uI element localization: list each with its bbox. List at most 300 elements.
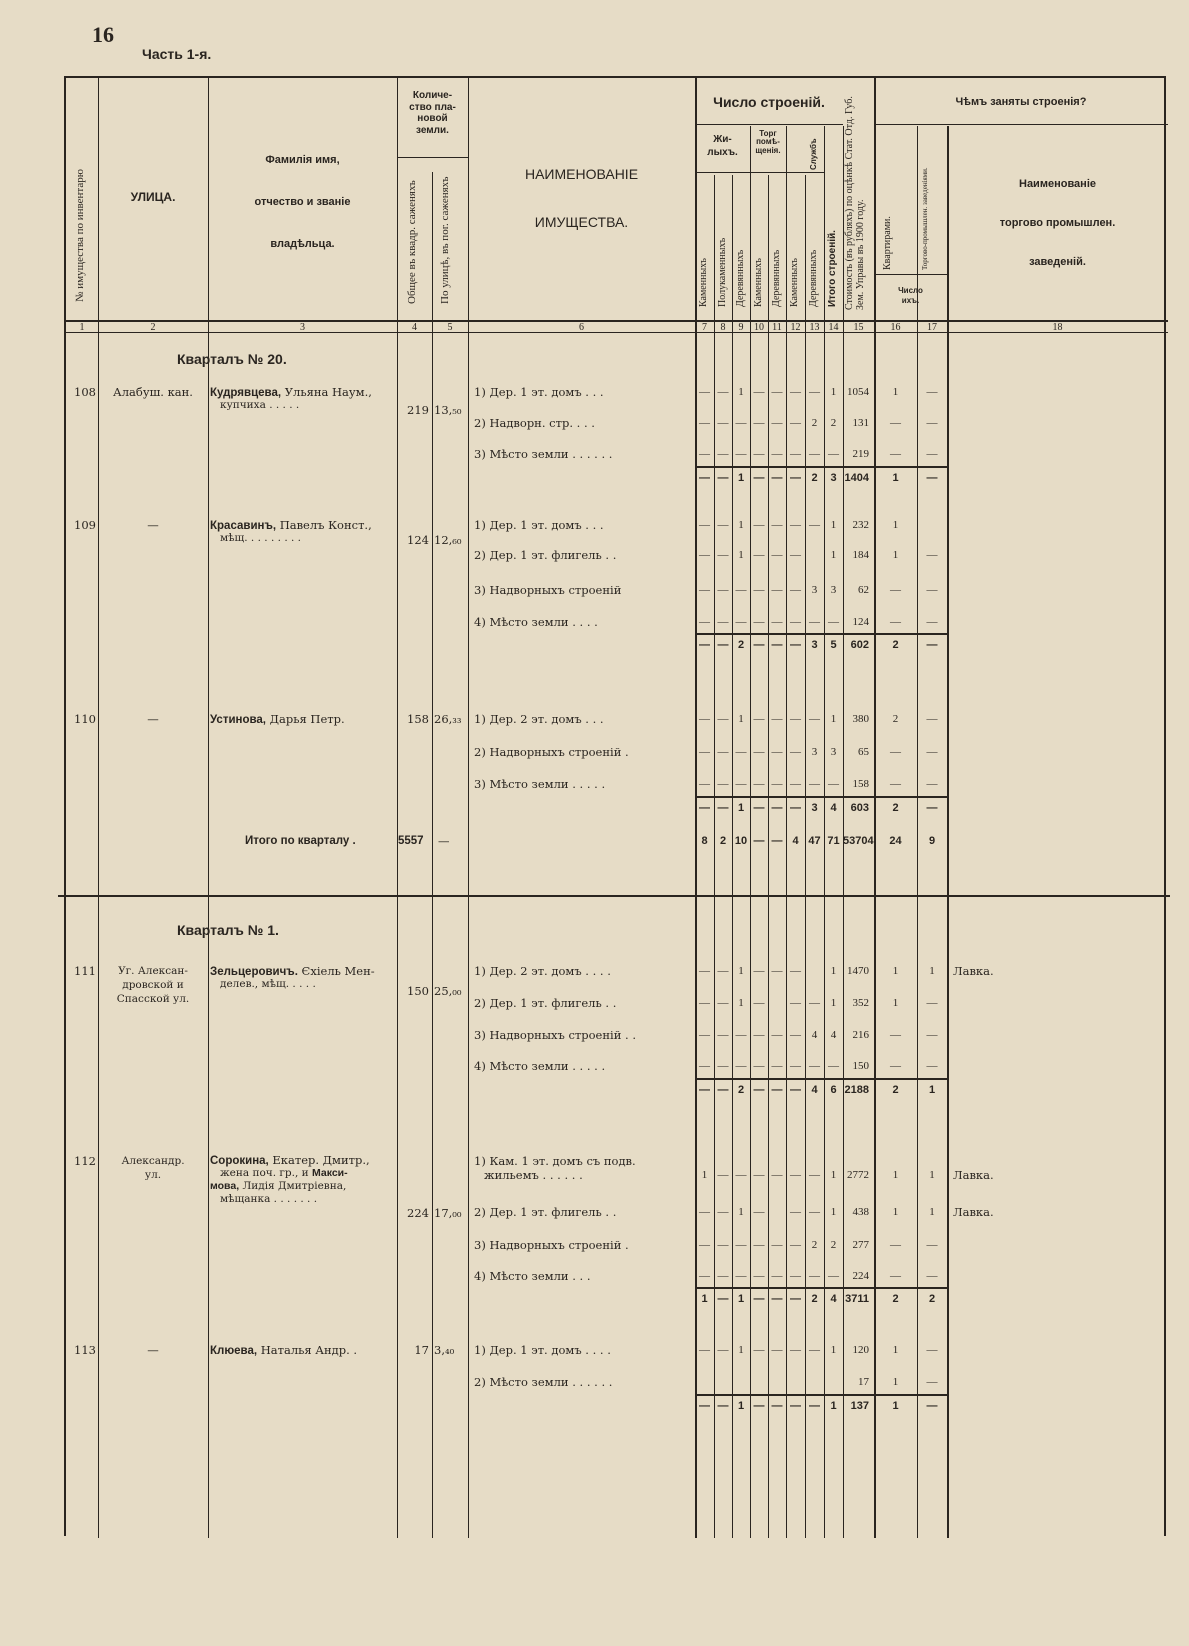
building-count: —	[753, 549, 765, 561]
building-count: —	[828, 448, 839, 460]
subtotal-count: —	[790, 1084, 801, 1096]
column-number: 5	[447, 322, 453, 333]
building-count: —	[753, 1029, 765, 1041]
value-rubles: 131	[852, 417, 869, 429]
building-count: —	[771, 616, 783, 628]
building-count: —	[699, 1206, 710, 1218]
subtotal-count: —	[753, 639, 765, 651]
apartments-count: —	[890, 1029, 901, 1041]
apartments-count: 1	[892, 1206, 899, 1218]
building-count: 1	[738, 997, 744, 1009]
building-count: 1	[738, 1344, 744, 1356]
land-front: 13,₅₀	[434, 403, 462, 417]
building-count: —	[699, 1060, 710, 1072]
property-item: 2) Надворн. стр. . . .	[474, 416, 595, 430]
building-count: —	[809, 997, 820, 1009]
header-service: Службъ	[809, 138, 818, 170]
land-front: 12,₆₀	[434, 533, 462, 547]
subtotal-count: 1	[830, 1400, 837, 1412]
subtotal-count: 2	[811, 472, 818, 484]
header-owner: владѣльца.	[270, 238, 335, 250]
street: ул.	[144, 1169, 162, 1181]
owner-name-cont	[220, 1167, 348, 1180]
building-count: 3	[811, 746, 818, 758]
trade-estab-count: —	[926, 802, 938, 814]
header-living: Жи- лыхъ.	[707, 134, 738, 158]
value-rubles: 1054	[847, 386, 869, 398]
owner-surname: Зельцеровичъ.	[210, 966, 298, 978]
apartments-count: —	[890, 448, 901, 460]
value-rubles: 65	[858, 746, 869, 758]
header-c10: Каменныхъ	[753, 258, 764, 307]
apartments-count: 24	[889, 835, 902, 847]
header-trade-names: заведеній.	[1029, 256, 1086, 268]
building-count: —	[717, 1060, 729, 1072]
building-count: —	[790, 1169, 801, 1181]
building-count: —	[790, 616, 801, 628]
building-count: 2	[811, 417, 818, 429]
street: Уг. Алексан-	[118, 965, 188, 977]
building-count: —	[699, 616, 710, 628]
apartments-count: —	[890, 1060, 901, 1072]
column-rule	[824, 126, 825, 1538]
subtotal-rule	[695, 796, 947, 798]
subtotal-count: 2	[737, 1084, 745, 1096]
building-count: 1	[830, 997, 837, 1009]
header-apartments: Квартирами.	[882, 216, 893, 270]
header-property-name: ИМУЩЕСТВА.	[534, 214, 629, 230]
column-number: 6	[579, 322, 584, 333]
trade-estab-count: —	[926, 997, 938, 1009]
apartments-count: 2	[892, 1084, 899, 1096]
building-count: —	[699, 746, 710, 758]
building-count: 1	[738, 549, 744, 561]
street: —	[147, 1343, 159, 1357]
subtotal-count: —	[790, 639, 801, 651]
trade-estab-count: 2	[928, 1293, 936, 1305]
inventory-no: 111	[74, 964, 96, 978]
subtotal-count: —	[771, 1084, 783, 1096]
subtotal-rule	[695, 1394, 947, 1396]
value-rubles: 1470	[847, 965, 869, 977]
property-item: 2) Мѣсто земли . . . . . .	[474, 1375, 613, 1389]
trade-name: Лавка.	[953, 1168, 994, 1182]
building-count: —	[828, 616, 839, 628]
building-count: 3	[830, 584, 837, 596]
building-count: —	[771, 386, 783, 398]
land-area: 150	[407, 984, 429, 998]
value-rubles: 120	[852, 1344, 869, 1356]
building-count: —	[717, 713, 729, 725]
subtotal-count: —	[790, 802, 801, 814]
header-c9: Деревянныхъ	[735, 249, 746, 307]
value-rubles: 2188	[844, 1084, 869, 1096]
apartments-count: —	[890, 584, 901, 596]
quarter-total-count: 47	[808, 835, 821, 847]
building-count: —	[717, 616, 729, 628]
value-rubles: 3711	[845, 1293, 869, 1305]
land-area: 124	[407, 533, 429, 547]
column-number: 2	[150, 322, 156, 333]
value-rubles: 224	[852, 1270, 869, 1282]
apartments-count: 1	[892, 519, 899, 531]
building-count: —	[699, 1029, 710, 1041]
column-number: 9	[738, 322, 744, 333]
apartments-count: 1	[892, 1344, 899, 1356]
column-rule	[768, 175, 769, 1538]
building-count: 3	[830, 746, 837, 758]
building-count: —	[753, 386, 765, 398]
owner-surname: Макси-	[311, 1167, 348, 1179]
value-rubles: 158	[852, 778, 869, 790]
building-count: —	[771, 549, 783, 561]
building-count: —	[790, 584, 801, 596]
property-item: 2) Надворныхъ строеній .	[474, 745, 629, 759]
apartments-count: 2	[892, 713, 899, 725]
header-value: Стоимость (въ рубляхъ) по оцѣнкѣ Стат. Отд. Губ. Зем. Управы въ 1900 году.	[844, 96, 866, 310]
column-number: 13	[809, 322, 820, 333]
header-c12: Каменныхъ	[789, 258, 800, 307]
subtotal-count: 4	[830, 1293, 837, 1305]
inventory-no: 113	[74, 1343, 96, 1357]
property-item: 1) Дер. 2 эт. домъ . . . .	[474, 964, 611, 978]
header-trade-names: Наименованіе	[1019, 178, 1096, 190]
subtotal-count: —	[771, 639, 783, 651]
subtotal-count: —	[771, 1400, 783, 1412]
building-count: 1	[701, 1169, 708, 1181]
column-number: 12	[790, 322, 801, 333]
apartments-count: 1	[892, 386, 899, 398]
subtotal-count: 2	[737, 639, 745, 651]
building-count: —	[717, 746, 729, 758]
property-item: 4) Мѣсто земли . . . .	[474, 615, 598, 629]
header-buildings-count: Число строеній.	[713, 94, 825, 110]
building-count: —	[771, 448, 783, 460]
building-count: 1	[830, 549, 837, 561]
building-count: 4	[830, 1029, 837, 1041]
building-count: —	[790, 1029, 801, 1041]
header-land-qty: Количе- ство пла- новой земли.	[409, 90, 456, 136]
building-count: 1	[738, 519, 744, 531]
building-count: —	[735, 778, 747, 790]
inventory-no: 110	[74, 712, 96, 726]
value-rubles: 17	[858, 1376, 869, 1388]
subtotal-count: 1	[737, 1293, 745, 1305]
subtotal-count: —	[699, 1084, 710, 1096]
subtotal-count: —	[753, 1084, 765, 1096]
column-rule	[843, 126, 844, 1538]
building-count: —	[717, 1206, 729, 1218]
value-rubles: 184	[852, 549, 869, 561]
subtotal-count: —	[699, 472, 710, 484]
header-c13: Деревянныхъ	[808, 249, 819, 307]
building-count: —	[753, 965, 765, 977]
street: дровской и	[122, 979, 184, 991]
building-count: —	[828, 778, 839, 790]
page-number: 16	[92, 22, 114, 47]
trade-estab-count: —	[926, 778, 938, 790]
property-item: 1) Дер. 2 эт. домъ . . .	[474, 712, 604, 726]
building-count: —	[771, 1239, 783, 1251]
header-rule	[874, 124, 1168, 125]
building-count: —	[717, 1270, 729, 1282]
land-front: 17,₀₀	[434, 1206, 462, 1220]
building-count: —	[699, 549, 710, 561]
building-count: —	[790, 965, 801, 977]
building-count: 2	[830, 417, 837, 429]
quarter-total-area: 5557	[398, 835, 424, 847]
building-count: —	[735, 1169, 747, 1181]
subtotal-count: 5	[830, 639, 837, 651]
column-number: 4	[412, 322, 417, 333]
property-item: 3) Мѣсто земли . . . . . .	[474, 447, 613, 461]
subtotal-count: —	[753, 1400, 765, 1412]
owner-given-names: Павелъ Конст.,	[276, 518, 372, 532]
building-count: —	[753, 746, 765, 758]
header-trade-names: торгово промышлен.	[999, 217, 1116, 229]
column-rule	[714, 175, 715, 1538]
quarter-total-count: 4	[792, 835, 799, 847]
building-count: —	[753, 1239, 765, 1251]
property-item: 4) Мѣсто земли . . . . .	[474, 1059, 606, 1073]
building-count: —	[753, 417, 765, 429]
quarter-total-count: —	[753, 835, 765, 847]
value-rubles: 232	[852, 519, 869, 531]
subtotal-count: 4	[811, 1084, 818, 1096]
quarter-total-label: Итого по кварталу .	[245, 835, 356, 847]
building-count: —	[717, 519, 729, 531]
apartments-count: —	[890, 778, 901, 790]
building-count: —	[790, 386, 801, 398]
building-count: —	[699, 417, 710, 429]
subtotal-count: 3	[811, 639, 818, 651]
subtotal-rule	[695, 1287, 947, 1289]
subtotal-count: —	[790, 1293, 801, 1305]
header-c8: Полукаменныхъ	[717, 237, 728, 307]
subtotal-count: 1	[737, 472, 745, 484]
column-number: 17	[927, 322, 937, 333]
owner-given-names: Лидія Дмитріевна,	[239, 1180, 347, 1192]
value-rubles: 62	[858, 584, 869, 596]
building-count: —	[790, 997, 801, 1009]
column-rule	[732, 175, 733, 1538]
owner-given-names: Дарья Петр.	[266, 712, 345, 726]
value-rubles: 137	[850, 1400, 869, 1412]
header-rule	[874, 274, 947, 275]
owner-status: жена поч. гр., и	[220, 1167, 312, 1179]
value-rubles: 219	[852, 448, 869, 460]
column-number: 8	[720, 322, 726, 333]
building-count: —	[828, 1060, 839, 1072]
owner-surname: мова,	[210, 1180, 240, 1192]
building-count: —	[771, 1169, 783, 1181]
column-rule	[947, 126, 949, 1538]
owner-surname: Сорокина,	[210, 1155, 269, 1167]
header-trade-estab: Торгово-промышлен. заведеніями.	[921, 167, 929, 270]
building-count: —	[753, 448, 765, 460]
trade-estab-count: —	[926, 746, 938, 758]
building-count: —	[771, 746, 783, 758]
building-count: —	[771, 519, 783, 531]
building-count: —	[809, 778, 820, 790]
building-count: —	[717, 997, 729, 1009]
apartments-count: —	[890, 616, 901, 628]
value-rubles: 53704	[843, 835, 874, 847]
property-item: 3) Надворныхъ строеній . .	[474, 1028, 636, 1042]
building-count: —	[753, 1270, 765, 1282]
building-count: —	[809, 1270, 820, 1282]
owner-name-cont: мѣщ. . . . . . . . .	[220, 532, 302, 544]
building-count: —	[699, 448, 710, 460]
trade-estab-count: 1	[929, 965, 935, 977]
column-rule	[468, 78, 469, 1538]
column-rule	[397, 78, 398, 1538]
inventory-no: 109	[74, 518, 96, 532]
building-count: —	[717, 549, 729, 561]
building-count: —	[717, 448, 729, 460]
header-count: Число ихъ.	[898, 286, 923, 305]
property-item-cont: жильемъ . . . . . .	[484, 1168, 583, 1182]
apartments-count: —	[890, 417, 901, 429]
header-front: По улицѣ, въ пог. саженяхъ	[439, 176, 451, 304]
subtotal-count: —	[717, 1400, 729, 1412]
header-owner: отчество и званіе	[254, 196, 351, 208]
apartments-count: —	[890, 1239, 901, 1251]
subtotal-count: —	[717, 1084, 729, 1096]
building-count: 1	[830, 519, 837, 531]
trade-estab-count: 9	[928, 835, 936, 847]
quarter-total-count: 8	[701, 835, 708, 847]
land-front: 25,₀₀	[434, 984, 462, 998]
trade-estab-count: —	[926, 448, 938, 460]
apartments-count: 1	[892, 1400, 899, 1412]
building-count: —	[735, 746, 747, 758]
subtotal-count: —	[790, 472, 801, 484]
property-item: 2) Дер. 1 эт. флигель . .	[474, 996, 617, 1010]
subtotal-count: 1	[737, 1400, 745, 1412]
header-c14: Итого строеній.	[827, 230, 838, 307]
value-rubles: 1404	[844, 472, 869, 484]
subtotal-rule	[695, 466, 947, 468]
building-count: 1	[738, 713, 744, 725]
value-rubles: 124	[852, 616, 869, 628]
subtotal-count: —	[771, 802, 783, 814]
value-rubles: 216	[852, 1029, 869, 1041]
subtotal-count: —	[753, 472, 765, 484]
building-count: —	[699, 713, 710, 725]
column-rule	[786, 126, 787, 1538]
building-count: —	[790, 778, 801, 790]
column-number: 11	[772, 322, 782, 333]
trade-estab-count: —	[926, 616, 938, 628]
street: Спасской ул.	[116, 993, 190, 1005]
building-count: 3	[811, 584, 818, 596]
building-count: —	[735, 1239, 747, 1251]
apartments-count: 1	[892, 549, 899, 561]
building-count: —	[717, 1344, 729, 1356]
column-number: 15	[853, 322, 864, 333]
building-count: 1	[830, 386, 837, 398]
subtotal-count: 6	[830, 1084, 837, 1096]
street: Александр.	[121, 1155, 185, 1167]
building-count: —	[717, 1029, 729, 1041]
trade-estab-count: —	[926, 417, 938, 429]
building-count: —	[753, 997, 765, 1009]
subtotal-count: —	[753, 802, 765, 814]
street: —	[147, 712, 159, 726]
building-count: 1	[830, 1344, 837, 1356]
property-item: 1) Кам. 1 эт. домъ съ подв.	[474, 1154, 636, 1168]
building-count: 2	[811, 1239, 818, 1251]
value-rubles: 602	[850, 639, 869, 651]
land-front: 3,₄₀	[434, 1343, 455, 1357]
building-count: —	[809, 519, 820, 531]
owner-name-cont: мѣщанка . . . . . . .	[220, 1193, 318, 1205]
building-count: 1	[830, 713, 837, 725]
trade-estab-count: —	[926, 1029, 938, 1041]
building-count: —	[699, 1270, 710, 1282]
building-count: —	[699, 965, 710, 977]
trade-estab-count: —	[926, 549, 938, 561]
building-count: —	[717, 965, 729, 977]
building-count: —	[735, 584, 747, 596]
building-count: —	[699, 1239, 710, 1251]
land-area: 224	[407, 1206, 429, 1220]
land-area: 158	[407, 712, 429, 726]
building-count: —	[828, 1270, 839, 1282]
building-count: 2	[830, 1239, 837, 1251]
owner-name-cont	[210, 1180, 346, 1193]
column-number: 14	[828, 322, 839, 333]
owner-name-cont: купчиха . . . . .	[220, 399, 300, 411]
header-rule	[695, 172, 824, 173]
building-count: —	[753, 584, 765, 596]
subtotal-count: —	[699, 802, 710, 814]
column-rule	[917, 126, 918, 1538]
header-c7: Каменныхъ	[698, 258, 709, 307]
property-item: 3) Надворныхъ строеній	[474, 583, 622, 597]
building-count: —	[771, 1060, 783, 1072]
trade-name: Лавка.	[953, 964, 994, 978]
building-count: —	[753, 1060, 765, 1072]
building-count: —	[753, 1169, 765, 1181]
land-area: 17	[414, 1343, 429, 1357]
building-count: —	[790, 1239, 801, 1251]
street: —	[147, 518, 159, 532]
building-count: 1	[738, 965, 744, 977]
apartments-count: —	[890, 1270, 901, 1282]
building-count: 1	[738, 386, 744, 398]
value-rubles: 603	[850, 802, 869, 814]
quarter-total-front: —	[438, 834, 450, 848]
building-count: —	[699, 997, 710, 1009]
building-count: —	[771, 713, 783, 725]
building-count: 1	[738, 1206, 744, 1218]
building-count: —	[753, 519, 765, 531]
building-count: —	[699, 584, 710, 596]
building-count: —	[790, 1060, 801, 1072]
building-count: —	[771, 417, 783, 429]
building-count: —	[735, 616, 747, 628]
subtotal-count: —	[717, 802, 729, 814]
building-count: —	[771, 1270, 783, 1282]
building-count: —	[735, 1060, 747, 1072]
apartments-count: 2	[892, 802, 899, 814]
building-count: —	[790, 448, 801, 460]
trade-estab-count: —	[926, 639, 938, 651]
owner-given-names: Єхіель Мен-	[297, 964, 375, 978]
building-count: —	[717, 1169, 729, 1181]
